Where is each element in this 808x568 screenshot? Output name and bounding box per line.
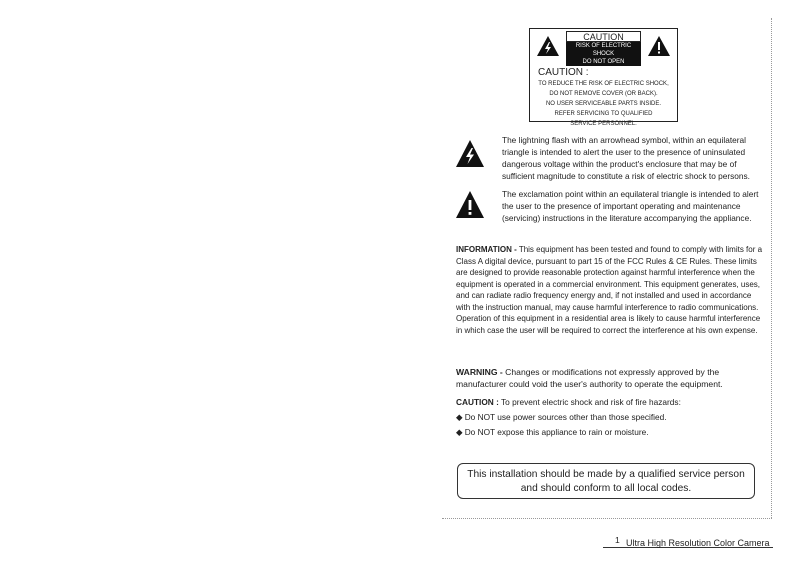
caution-label-band [566,42,641,66]
page-number: 1 [615,535,620,545]
caution-bullet-text: Do NOT expose this appliance to rain or moisture. [464,427,649,437]
dotted-margin-vertical [771,18,772,518]
warning-paragraph [456,366,766,390]
caution-label-box [529,28,678,127]
warning-label: WARNING - [456,367,503,377]
lightning-triangle-icon [455,139,485,169]
caution-label-line: SERVICE PERSONNEL. [570,121,637,127]
caution-label-line: DO NOT REMOVE COVER (OR BACK). [549,91,658,97]
lightning-warning-icon [536,35,560,57]
caution-label-subtitle: CAUTION : [538,67,589,78]
caution-bullet-item: ◆ Do NOT use power sources other than those specified. [456,412,667,422]
caution-label-center [566,31,641,65]
lightning-symbol-description: The lightning flash with an arrowhead symbol, within an equilateral triangle is intended to alert the user to the presence of uninsulated dangerous voltage within the product's enclosure that may be of sufficient magnitude to constitute a risk of electric shock to persons. [502,135,750,181]
caution-label-line: REFER SERVICING TO QUALIFIED [554,111,653,117]
caution-label-header [530,29,677,63]
information-text: This equipment has been tested and found to comply with limits for a Class A digital device, pursuant to part 15 of the FCC Rules & CE Rules. These limits are designed to provide reasonable protection against harmful interference when the equipment is operated in a commercial environment. This equipment generates, uses, and can radiate radio frequency energy and, if not installed and used in accordance with the instruction manual, may cause harmful interference to radio communications. [456,245,763,312]
exclamation-triangle-icon [455,190,485,220]
footer-title: Ultra High Resolution Color Camera [626,538,770,548]
caution-label: CAUTION : [456,397,499,407]
information-text-2: Operation of this equipment in a residential area is likely to cause harmful interference in which case the user will be required to correct the interference at his own expense. [456,314,761,335]
installation-notice-box: This installation should be made by a qualified service person and should conform to all local codes. [457,463,755,499]
caution-bullet-text: Do NOT use power sources other than those specified. [464,412,667,422]
exclamation-symbol-description: The exclamation point within an equilateral triangle is intended to alert the user to the presence of important operating and maintenance (servicing) instructions in the literature accompanying the appliance. [502,189,759,223]
information-label: INFORMATION - [456,245,517,254]
caution-label-line: TO REDUCE THE RISK OF ELECTRIC SHOCK, [538,81,669,87]
caution-band-line-2: DO NOT OPEN [582,59,625,65]
warning-text: Changes or modifications not expressly approved by the manufacturer could void the user's authority to operate the equipment. [456,367,723,389]
caution-band-line-1: RISK OF ELECTRIC SHOCK [575,43,632,57]
caution-text: To prevent electric shock and risk of fire hazards: [498,397,681,407]
information-paragraph [456,244,766,336]
exclamation-warning-icon [647,35,671,57]
caution-label-title: CAUTION [566,31,641,42]
dotted-margin-horizontal [442,518,772,519]
caution-paragraph [456,397,766,409]
caution-label-line: NO USER SERVICEABLE PARTS INSIDE. [545,101,662,107]
caution-label-lines [530,79,677,129]
caution-bullet-item: ◆ Do NOT expose this appliance to rain or moisture. [456,427,649,437]
